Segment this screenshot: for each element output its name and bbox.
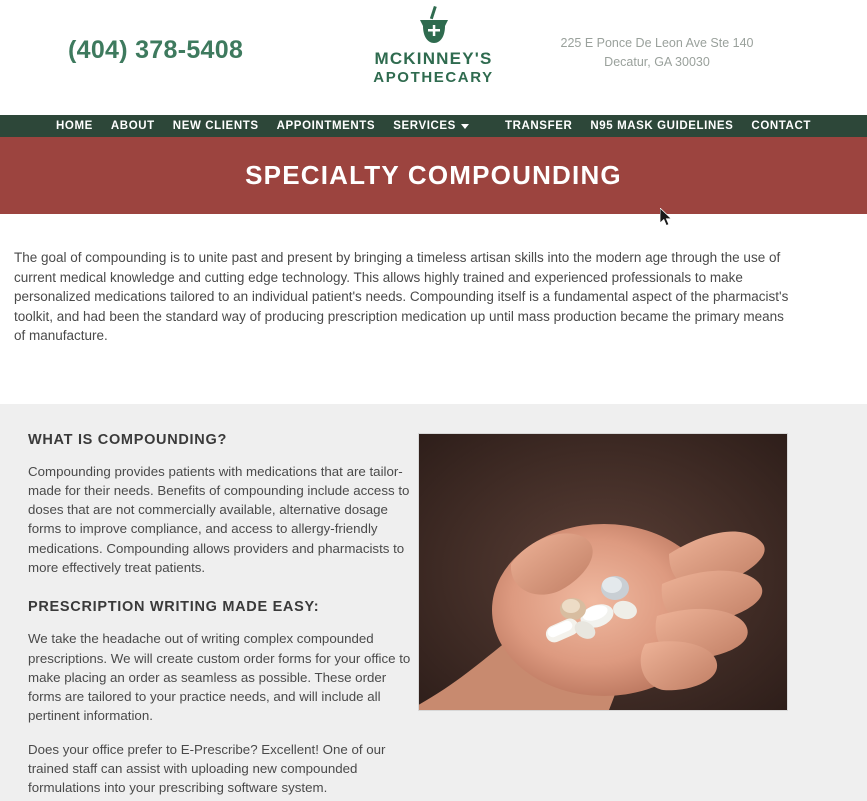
main-navigation	[0, 115, 867, 137]
page-title: SPECIALTY COMPOUNDING	[245, 160, 622, 190]
nav-item-about[interactable]: ABOUT	[110, 120, 155, 132]
store-address	[557, 34, 757, 72]
nav-item-services-label: SERVICES	[393, 120, 456, 132]
phone-link[interactable]: (404) 378-5408	[68, 36, 244, 64]
logo-name: MCKINNEY'S	[374, 49, 493, 68]
address-line-1: 225 E Ponce De Leon Ave Ste 140	[560, 36, 754, 50]
site-logo[interactable]	[334, 4, 534, 87]
page-title-banner	[0, 137, 867, 214]
nav-item-n95-mask-guidelines[interactable]: N95 MASK GUIDELINES	[590, 120, 734, 132]
compounding-section	[0, 404, 867, 801]
nav-item-home[interactable]: HOME	[56, 120, 93, 132]
section-divider	[0, 376, 867, 404]
heading-what-is-compounding: WHAT IS COMPOUNDING?	[28, 431, 227, 448]
hand-holding-pills-photo	[418, 433, 788, 711]
paragraph-eprescribe: Does your office prefer to E-Prescribe? Excellent! One of our trained staff can assist with uploading new compounded formulations into your prescribing software system.	[28, 741, 386, 796]
address-line-2: Decatur, GA 30030	[604, 55, 710, 69]
intro-section	[0, 214, 867, 376]
section-text-column	[28, 462, 413, 798]
chevron-down-icon	[461, 124, 469, 129]
paragraph-what-is-compounding: Compounding provides patients with medications that are tailor-made for their needs. Benefits of compounding include access to doses that are not commercially available, alternative dosage forms to improve compliance, and access to allergy-friendly medications. Compounding allows providers and pharmacists to more effectively treat patients.	[28, 463, 410, 575]
paragraph-prescription-writing: We take the headache out of writing complex compounded prescriptions. We will create custom order forms for your office to make placing an order as seamless as possible. These order forms are tailored to your practice needs, and will include all pertinent information.	[28, 631, 411, 724]
nav-item-contact[interactable]: CONTACT	[751, 120, 811, 132]
nav-item-new-clients[interactable]: NEW CLIENTS	[172, 120, 259, 132]
nav-item-services[interactable]	[384, 115, 478, 137]
intro-paragraph: The goal of compounding is to unite past and present by bringing a timeless artisan skills into the modern age through the use of current medical knowledge and cutting edge technology. This allows highly trained and experienced professionals to make personalized medications tailored to an individual patient's needs. Compounding itself is a fundamental aspect of the pharmacist's toolkit, and had been the standard way of producing prescription medication up until mass production became the primary means of manufacture.	[14, 250, 789, 343]
logo-subtitle: APOTHECARY	[373, 69, 494, 86]
site-header	[0, 0, 867, 115]
mortar-and-pestle-icon	[412, 4, 456, 48]
nav-item-transfer[interactable]: TRANSFER	[504, 120, 573, 132]
heading-prescription-writing: PRESCRIPTION WRITING MADE EASY:	[28, 599, 320, 616]
nav-item-appointments[interactable]: APPOINTMENTS	[276, 120, 376, 132]
